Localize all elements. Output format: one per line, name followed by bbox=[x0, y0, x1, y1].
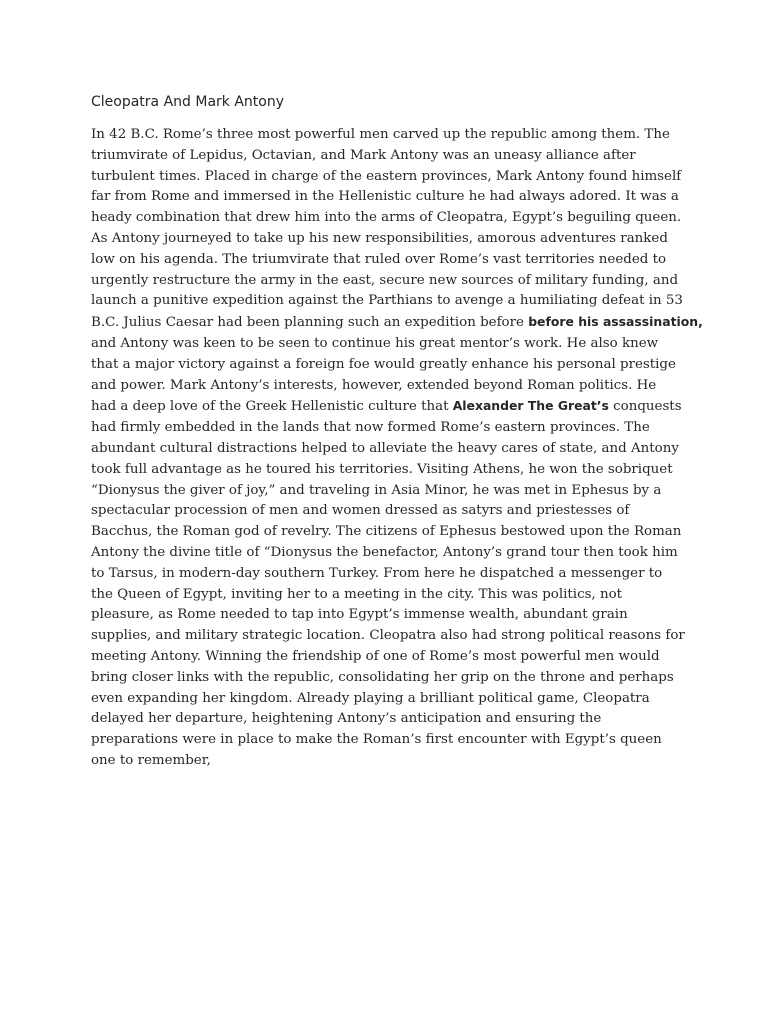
text-line bbox=[91, 312, 703, 334]
text-line: that a major victory against a foreign foe would greatly enhance his personal prestige bbox=[91, 356, 676, 372]
text-line: abundant cultural distractions helped to alleviate the heavy cares of state, and Antony bbox=[91, 440, 679, 456]
text-line: one to remember, bbox=[91, 752, 211, 768]
text-line: delayed her departure, heightening Antony’s anticipation and ensuring the bbox=[91, 711, 602, 727]
text-line: triumvirate of Lepidus, Octavian, and Mark Antony was an uneasy alliance after bbox=[91, 147, 636, 163]
text-line: heady combination that drew him into the arms of Cleopatra, Egypt’s beguiling queen. bbox=[91, 210, 682, 226]
text-line: bring closer links with the republic, consolidating her grip on the throne and perhaps bbox=[91, 669, 674, 685]
text-line: to Tarsus, in modern-day southern Turkey. From here he dispatched a messenger to bbox=[91, 565, 663, 581]
text-segment: B.C. Julius Caesar had been planning such an expedition before bbox=[91, 315, 529, 331]
text-line: Antony the divine title of “Dionysus the benefactor, Antony’s grand tour then took him bbox=[91, 544, 678, 560]
text-line: low on his agenda. The triumvirate that ruled over Rome’s vast territories needed to bbox=[91, 251, 667, 267]
text-line: preparations were in place to make the Roman’s first encounter with Egypt’s queen bbox=[91, 732, 662, 748]
assassination-link[interactable]: before his assassination, bbox=[528, 314, 703, 330]
text-segment: conquests bbox=[608, 399, 682, 415]
text-line: meeting Antony. Winning the friendship of one of Rome’s most powerful men would bbox=[91, 648, 660, 664]
text-line: In 42 B.C. Rome’s three most powerful men carved up the republic among them. The bbox=[91, 127, 670, 142]
text-line: and power. Mark Antony’s interests, however, extended beyond Roman politics. He bbox=[91, 377, 657, 393]
text-line: pleasure, as Rome needed to tap into Egypt’s immense wealth, abundant grain bbox=[91, 607, 628, 623]
page-title: Cleopatra And Mark Antony bbox=[91, 94, 285, 110]
text-line: As Antony journeyed to take up his new responsibilities, amorous adventures ranked bbox=[91, 230, 668, 246]
body-paragraph bbox=[91, 125, 703, 772]
text-line: took full advantage as he toured his territories. Visiting Athens, he won the sobriquet bbox=[91, 461, 673, 477]
text-line: “Dionysus the giver of joy,” and traveling in Asia Minor, he was met in Ephesus by a bbox=[91, 482, 662, 498]
alexander-the-great-link[interactable]: Alexander The Great’s bbox=[452, 398, 609, 414]
text-line: urgently restructure the army in the east, secure new sources of military funding, and bbox=[91, 272, 679, 288]
text-line: launch a punitive expedition against the Parthians to avenge a humiliating defeat in 53 bbox=[91, 293, 683, 309]
text-line: even expanding her kingdom. Already playing a brilliant political game, Cleopatra bbox=[91, 690, 650, 706]
text-line: and Antony was keen to be seen to continue his great mentor’s work. He also knew bbox=[91, 335, 659, 351]
text-line: Bacchus, the Roman god of revelry. The citizens of Ephesus bestowed upon the Roman bbox=[91, 524, 682, 540]
text-line bbox=[91, 396, 691, 418]
text-line: spectacular procession of men and women dressed as satyrs and priestesses of bbox=[91, 503, 630, 519]
text-line: the Queen of Egypt, inviting her to a meeting in the city. This was politics, not bbox=[91, 586, 623, 602]
text-segment: had a deep love of the Greek Hellenistic culture that bbox=[91, 399, 453, 415]
text-line: supplies, and military strategic location. Cleopatra also had strong political reasons for bbox=[91, 628, 685, 644]
text-line: had firmly embedded in the lands that now formed Rome’s eastern provinces. The bbox=[91, 420, 650, 436]
text-line: turbulent times. Placed in charge of the eastern provinces, Mark Antony found himself bbox=[91, 168, 682, 184]
text-line: far from Rome and immersed in the Hellenistic culture he had always adored. It was a bbox=[91, 189, 679, 205]
